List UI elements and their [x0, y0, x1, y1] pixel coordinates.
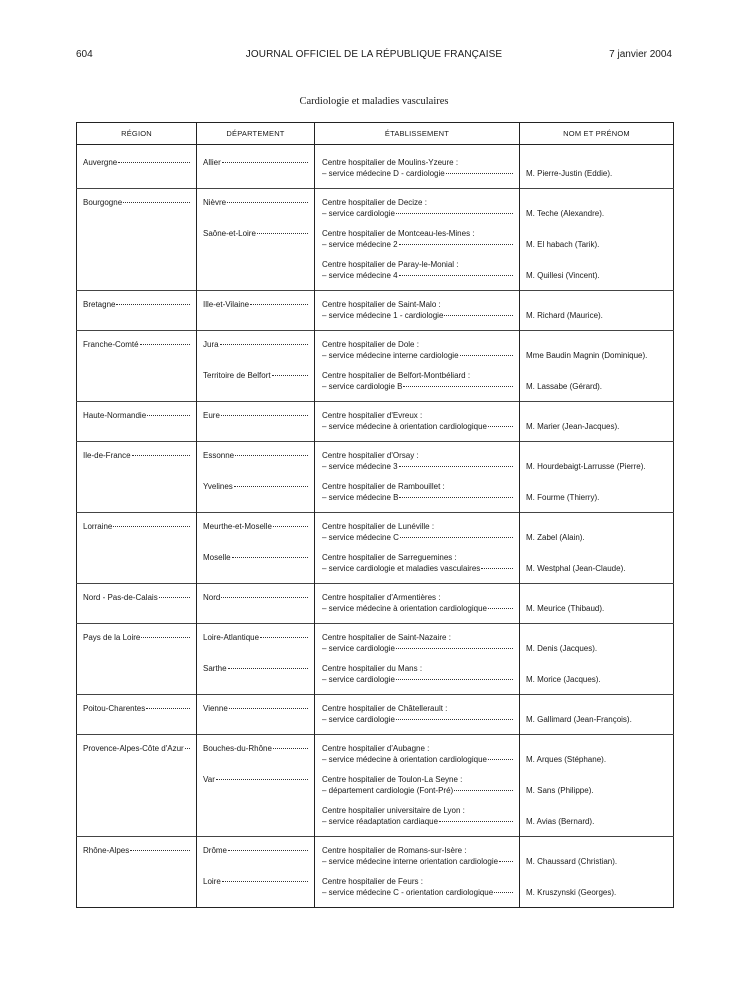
leader-dots: [273, 747, 308, 749]
page-number: 604: [76, 49, 93, 60]
service-name: – service médecine C - orientation cardiologique: [322, 888, 494, 897]
leader-dots: [260, 636, 308, 638]
nom-cell: [520, 837, 674, 868]
column-header-nom: NOM ET PRÉNOM: [520, 123, 674, 145]
region-name: Franche-Comté: [83, 340, 139, 349]
person-name: M. Westphal (Jean-Claude).: [526, 564, 626, 573]
departement-cell: [197, 250, 315, 291]
region-group: [77, 837, 674, 908]
person-name: M. Gallimard (Jean-François).: [526, 715, 632, 724]
nom-cell: [520, 291, 674, 331]
etablissement-cell: [315, 189, 520, 220]
departement-cell: [197, 291, 315, 331]
departement-cell: [197, 765, 315, 796]
table-row: [77, 624, 674, 655]
service-name: – service médecine B: [322, 493, 399, 502]
table-row: [77, 796, 674, 837]
service-name: – service cardiologie: [322, 715, 395, 724]
service-name: – service cardiologie: [322, 675, 395, 684]
table-row: [77, 654, 674, 695]
service-name: – service médecine à orientation cardiologique: [322, 604, 487, 613]
region-cell: [77, 735, 197, 766]
nom-cell: [520, 543, 674, 584]
etablissement-name: Centre hospitalier de Rambouillet :: [322, 482, 445, 491]
etablissement-cell: [315, 796, 520, 837]
nom-cell: [520, 472, 674, 513]
departement-name: Drôme: [203, 846, 228, 855]
person-name: M. Marier (Jean-Jacques).: [526, 422, 620, 431]
person-name: M. Pierre-Justin (Eddie).: [526, 169, 613, 178]
nom-cell: [520, 442, 674, 473]
service-name: – service cardiologie: [322, 644, 395, 653]
nom-cell: [520, 765, 674, 796]
nom-cell: [520, 735, 674, 766]
departement-cell: [197, 735, 315, 766]
etablissement-cell: [315, 402, 520, 442]
etablissement-cell: [315, 219, 520, 250]
etablissement-name: Centre hospitalier de Saint-Nazaire :: [322, 633, 451, 642]
departement-name: Loire-Atlantique: [203, 633, 260, 642]
leader-dots: [273, 525, 308, 527]
etablissement-name: Centre hospitalier de Sarreguemines :: [322, 553, 457, 562]
etablissement-name: Centre hospitalier de Dole :: [322, 340, 419, 349]
person-name: M. Arques (Stéphane).: [526, 755, 607, 764]
service-name: – service médecine interne cardiologie: [322, 351, 459, 360]
departement-cell: [197, 796, 315, 837]
etablissement-name: Centre hospitalier de Montceau-les-Mines :: [322, 229, 475, 238]
region-cell: [77, 472, 197, 513]
etablissement-name: Centre hospitalier de Romans-sur-Isère :: [322, 846, 467, 855]
etablissement-name: Centre hospitalier de Paray-le-Monial :: [322, 260, 459, 269]
person-name: M. Morice (Jacques).: [526, 675, 601, 684]
departement-name: Eure: [203, 411, 220, 420]
leader-dots: [116, 303, 190, 305]
region-cell: [77, 837, 197, 868]
service-name: – service médecine D - cardiologie: [322, 169, 445, 178]
service-name: – service médecine 1 - cardiologie: [322, 311, 444, 320]
etablissement-cell: [315, 584, 520, 624]
etablissement-name: Centre hospitalier du Mans :: [322, 664, 423, 673]
leader-dots: [147, 414, 190, 416]
leader-dots: [488, 425, 513, 427]
table-row: [77, 291, 674, 331]
region-group: [77, 189, 674, 291]
table-caption: Cardiologie et maladies vasculaires: [299, 96, 449, 107]
leader-dots: [123, 201, 190, 203]
leader-dots: [488, 607, 513, 609]
region-name: Provence-Alpes-Côte d'Azur: [83, 744, 184, 753]
person-name: M. Meurice (Thibaud).: [526, 604, 605, 613]
table-row: [77, 361, 674, 402]
region-name: Bourgogne: [83, 198, 123, 207]
column-header-etablissement: ÉTABLISSEMENT: [315, 123, 520, 145]
region-cell: [77, 149, 197, 189]
leader-dots: [216, 778, 308, 780]
table-row: [77, 149, 674, 189]
departement-cell: [197, 543, 315, 584]
region-cell: [77, 624, 197, 655]
nom-cell: [520, 219, 674, 250]
leader-dots: [185, 747, 190, 749]
etablissement-name: Centre hospitalier de Saint-Malo :: [322, 300, 441, 309]
etablissement-cell: [315, 735, 520, 766]
table-row: [77, 513, 674, 544]
leader-dots: [132, 454, 190, 456]
departement-name: Jura: [203, 340, 219, 349]
etablissement-cell: [315, 291, 520, 331]
leader-dots: [221, 596, 308, 598]
region-cell: [77, 331, 197, 362]
service-name: – service médecine C: [322, 533, 399, 542]
departement-cell: [197, 867, 315, 908]
leader-dots: [221, 414, 308, 416]
region-group: [77, 291, 674, 331]
leader-dots: [494, 891, 513, 893]
table-row: [77, 867, 674, 908]
region-name: Ile-de-France: [83, 451, 131, 460]
leader-dots: [454, 789, 513, 791]
region-name: Lorraine: [83, 522, 113, 531]
etablissement-name: Centre hospitalier de Feurs :: [322, 877, 423, 886]
nom-cell: [520, 513, 674, 544]
region-cell: [77, 513, 197, 544]
leader-dots: [396, 212, 513, 214]
leader-dots: [229, 707, 308, 709]
nom-cell: [520, 250, 674, 291]
leader-dots: [234, 485, 308, 487]
table-header: [77, 123, 674, 150]
etablissement-cell: [315, 361, 520, 402]
departement-cell: [197, 837, 315, 868]
etablissement-name: Centre hospitalier universitaire de Lyon :: [322, 806, 465, 815]
journal-title: JOURNAL OFFICIEL DE LA RÉPUBLIQUE FRANÇAISE: [245, 49, 503, 60]
region-group: [77, 442, 674, 513]
etablissement-cell: [315, 543, 520, 584]
leader-dots: [399, 274, 513, 276]
departement-cell: [197, 442, 315, 473]
region-name: Pays de la Loire: [83, 633, 141, 642]
service-name: – service médecine 4: [322, 271, 398, 280]
etablissement-cell: [315, 695, 520, 735]
etablissement-cell: [315, 472, 520, 513]
region-name: Auvergne: [83, 158, 118, 167]
departement-name: Meurthe-et-Moselle: [203, 522, 272, 531]
etablissement-name: Centre hospitalier d'Aubagne :: [322, 744, 430, 753]
leader-dots: [235, 454, 308, 456]
person-name: M. Sans (Philippe).: [526, 786, 594, 795]
leader-dots: [396, 678, 513, 680]
service-name: – service réadaptation cardiaque: [322, 817, 439, 826]
region-name: Poitou-Charentes: [83, 704, 146, 713]
region-cell: [77, 584, 197, 624]
service-name: – département cardiologie (Font-Pré): [322, 786, 454, 795]
nom-cell: [520, 796, 674, 837]
region-cell: [77, 695, 197, 735]
departement-name: Nièvre: [203, 198, 227, 207]
nom-cell: [520, 149, 674, 189]
etablissement-name: Centre hospitalier de Toulon-La Seyne :: [322, 775, 463, 784]
departement-cell: [197, 624, 315, 655]
appointments-table: [76, 122, 674, 908]
etablissement-name: Centre hospitalier d'Orsay :: [322, 451, 419, 460]
service-name: – service médecine à orientation cardiologique: [322, 755, 487, 764]
region-group: [77, 735, 674, 837]
region-cell: [77, 765, 197, 796]
region-group: [77, 331, 674, 402]
region-group: [77, 695, 674, 735]
etablissement-name: Centre hospitalier d'Evreux :: [322, 411, 423, 420]
region-cell: [77, 442, 197, 473]
leader-dots: [146, 707, 190, 709]
leader-dots: [250, 303, 308, 305]
region-name: Nord - Pas-de-Calais: [83, 593, 158, 602]
departement-name: Allier: [203, 158, 221, 167]
leader-dots: [272, 374, 308, 376]
etablissement-cell: [315, 250, 520, 291]
region-cell: [77, 250, 197, 291]
departement-name: Bouches-du-Rhône: [203, 744, 272, 753]
table-row: [77, 837, 674, 868]
region-group: [77, 584, 674, 624]
leader-dots: [446, 172, 513, 174]
etablissement-cell: [315, 442, 520, 473]
departement-cell: [197, 361, 315, 402]
person-name: M. Hourdebaigt-Larrusse (Pierre).: [526, 462, 646, 471]
region-cell: [77, 867, 197, 908]
etablissement-cell: [315, 654, 520, 695]
departement-cell: [197, 584, 315, 624]
table-row: [77, 250, 674, 291]
table-row: [77, 402, 674, 442]
leader-dots: [399, 465, 513, 467]
region-cell: [77, 291, 197, 331]
person-name: M. Avias (Bernard).: [526, 817, 595, 826]
departement-cell: [197, 654, 315, 695]
etablissement-cell: [315, 331, 520, 362]
person-name: M. Denis (Jacques).: [526, 644, 598, 653]
leader-dots: [227, 201, 308, 203]
service-name: – service médecine 2: [322, 240, 398, 249]
service-name: – service cardiologie B: [322, 382, 403, 391]
leader-dots: [141, 636, 190, 638]
region-cell: [77, 543, 197, 584]
region-cell: [77, 654, 197, 695]
departement-name: Ille-et-Vilaine: [203, 300, 250, 309]
etablissement-cell: [315, 765, 520, 796]
departement-cell: [197, 402, 315, 442]
departement-name: Sarthe: [203, 664, 227, 673]
nom-cell: [520, 654, 674, 695]
leader-dots: [220, 343, 308, 345]
region-name: Rhône-Alpes: [83, 846, 130, 855]
region-group: [77, 624, 674, 695]
person-name: Mme Baudin Magnin (Dominique).: [526, 351, 648, 360]
leader-dots: [257, 232, 308, 234]
leader-dots: [499, 860, 513, 862]
person-name: M. Fourme (Thierry).: [526, 493, 600, 502]
region-cell: [77, 402, 197, 442]
region-name: Bretagne: [83, 300, 116, 309]
nom-cell: [520, 584, 674, 624]
etablissement-cell: [315, 867, 520, 908]
departement-cell: [197, 149, 315, 189]
region-group: [77, 513, 674, 584]
leader-dots: [222, 161, 308, 163]
table-row: [77, 765, 674, 796]
leader-dots: [159, 596, 190, 598]
leader-dots: [118, 161, 190, 163]
nom-cell: [520, 361, 674, 402]
leader-dots: [403, 385, 513, 387]
leader-dots: [228, 667, 308, 669]
departement-name: Yvelines: [203, 482, 233, 491]
table-row: [77, 472, 674, 513]
departement-cell: [197, 219, 315, 250]
leader-dots: [140, 343, 190, 345]
departement-name: Moselle: [203, 553, 231, 562]
table-row: [77, 331, 674, 362]
departement-cell: [197, 513, 315, 544]
etablissement-cell: [315, 513, 520, 544]
table-row: [77, 735, 674, 766]
leader-dots: [396, 647, 513, 649]
region-cell: [77, 189, 197, 220]
person-name: M. Quillesi (Vincent).: [526, 271, 600, 280]
departement-name: Vienne: [203, 704, 228, 713]
service-name: – service médecine interne orientation cardiologie: [322, 857, 499, 866]
nom-cell: [520, 867, 674, 908]
departement-cell: [197, 695, 315, 735]
leader-dots: [444, 314, 513, 316]
departement-name: Essonne: [203, 451, 235, 460]
service-name: – service cardiologie et maladies vasculaires: [322, 564, 481, 573]
etablissement-cell: [315, 624, 520, 655]
etablissement-name: Centre hospitalier de Moulins-Yzeure :: [322, 158, 459, 167]
leader-dots: [399, 243, 513, 245]
nom-cell: [520, 695, 674, 735]
leader-dots: [481, 567, 513, 569]
person-name: M. Lassabe (Gérard).: [526, 382, 603, 391]
region-name: Haute-Normandie: [83, 411, 147, 420]
table-row: [77, 584, 674, 624]
etablissement-cell: [315, 149, 520, 189]
leader-dots: [460, 354, 513, 356]
etablissement-name: Centre hospitalier de Lunéville :: [322, 522, 435, 531]
departement-name: Saône-et-Loire: [203, 229, 256, 238]
departement-cell: [197, 189, 315, 220]
person-name: M. Chaussard (Christian).: [526, 857, 618, 866]
leader-dots: [113, 525, 190, 527]
nom-cell: [520, 331, 674, 362]
departement-cell: [197, 331, 315, 362]
etablissement-name: Centre hospitalier de Châtellerault :: [322, 704, 448, 713]
departement-name: Nord: [203, 593, 221, 602]
leader-dots: [222, 880, 308, 882]
table-row: [77, 219, 674, 250]
region-group: [77, 402, 674, 442]
leader-dots: [439, 820, 513, 822]
departement-name: Territoire de Belfort: [203, 371, 271, 380]
publication-date: 7 janvier 2004: [609, 49, 672, 60]
leader-dots: [228, 849, 308, 851]
page-header: [76, 49, 672, 63]
departement-name: Loire: [203, 877, 221, 886]
nom-cell: [520, 402, 674, 442]
service-name: – service médecine à orientation cardiologique: [322, 422, 487, 431]
leader-dots: [396, 718, 513, 720]
nom-cell: [520, 624, 674, 655]
departement-name: Var: [203, 775, 215, 784]
service-name: – service médecine 3: [322, 462, 398, 471]
departement-cell: [197, 472, 315, 513]
leader-dots: [400, 536, 513, 538]
person-name: M. El habach (Tarik).: [526, 240, 600, 249]
column-header-departement: DÉPARTEMENT: [197, 123, 315, 145]
region-group: [77, 149, 674, 189]
region-cell: [77, 361, 197, 402]
etablissement-cell: [315, 837, 520, 868]
service-name: – service cardiologie: [322, 209, 395, 218]
column-header-region: RÉGION: [77, 123, 197, 145]
etablissement-name: Centre hospitalier d'Armentières :: [322, 593, 441, 602]
nom-cell: [520, 189, 674, 220]
leader-dots: [399, 496, 513, 498]
leader-dots: [232, 556, 308, 558]
table-row: [77, 543, 674, 584]
etablissement-name: Centre hospitalier de Decize :: [322, 198, 427, 207]
table-row: [77, 442, 674, 473]
leader-dots: [488, 758, 513, 760]
region-cell: [77, 219, 197, 250]
region-cell: [77, 796, 197, 837]
person-name: M. Zabel (Alain).: [526, 533, 585, 542]
person-name: M. Richard (Maurice).: [526, 311, 603, 320]
table-row: [77, 189, 674, 220]
person-name: M. Teche (Alexandre).: [526, 209, 605, 218]
leader-dots: [130, 849, 190, 851]
table-row: [77, 695, 674, 735]
etablissement-name: Centre hospitalier de Belfort-Montbéliard :: [322, 371, 471, 380]
person-name: M. Kruszynski (Georges).: [526, 888, 617, 897]
